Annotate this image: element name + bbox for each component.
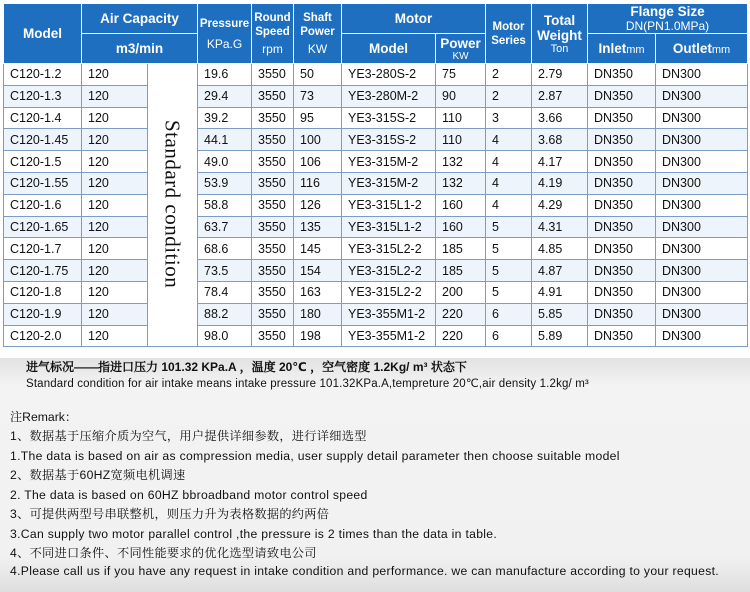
- cell-model: C120-1.3: [4, 85, 82, 107]
- cell-series: 4: [486, 194, 532, 216]
- cell-weight: 4.19: [532, 172, 588, 194]
- cell-shaft: 95: [294, 107, 342, 129]
- cell-motor-power: 110: [436, 129, 486, 151]
- remarks-title: 注Remark：: [10, 410, 78, 424]
- cell-speed: 3550: [252, 325, 294, 347]
- cell-air: 120: [82, 194, 148, 216]
- cell-model: C120-1.45: [4, 129, 82, 151]
- specification-table: [3, 3, 748, 347]
- cell-air: 120: [82, 260, 148, 282]
- cell-outlet: DN300: [656, 107, 748, 129]
- cell-air: 120: [82, 238, 148, 260]
- header-outlet: Outletmm: [656, 34, 748, 64]
- cell-series: 4: [486, 129, 532, 151]
- cell-motor-power: 90: [436, 85, 486, 107]
- header-motor-series: Motor Series: [486, 4, 532, 64]
- cell-motor-model: YE3-315L1-2: [342, 194, 436, 216]
- cell-speed: 3550: [252, 281, 294, 303]
- cell-shaft: 100: [294, 129, 342, 151]
- cell-shaft: 198: [294, 325, 342, 347]
- cell-weight: 2.87: [532, 85, 588, 107]
- table-row: [4, 216, 748, 238]
- remark-item: 4、不同进口条件、不同性能要求的优化选型请致电公司: [10, 546, 317, 560]
- cell-motor-model: YE3-315L2-2: [342, 238, 436, 260]
- cell-inlet: DN350: [588, 194, 656, 216]
- header-round-speed: Round Speed rpm: [252, 4, 294, 64]
- cell-weight: 4.85: [532, 238, 588, 260]
- cell-pressure: 88.2: [198, 303, 252, 325]
- cell-weight: 5.89: [532, 325, 588, 347]
- cell-series: 4: [486, 151, 532, 173]
- cell-inlet: DN350: [588, 238, 656, 260]
- cell-model: C120-1.4: [4, 107, 82, 129]
- cell-pressure: 73.5: [198, 260, 252, 282]
- remark-item: 2、数据基于60HZ宽频电机调速: [10, 468, 186, 482]
- cell-speed: 3550: [252, 64, 294, 86]
- cell-series: 5: [486, 260, 532, 282]
- cell-shaft: 126: [294, 194, 342, 216]
- header-motor: Motor: [342, 4, 486, 34]
- cell-shaft: 116: [294, 172, 342, 194]
- cell-model: C120-1.7: [4, 238, 82, 260]
- cell-motor-model: YE3-315M-2: [342, 172, 436, 194]
- cell-model: C120-1.75: [4, 260, 82, 282]
- header-flange-size: Flange Size DN(PN1.0MPa): [588, 4, 748, 34]
- cell-pressure: 58.8: [198, 194, 252, 216]
- cell-motor-model: YE3-355M1-2: [342, 325, 436, 347]
- cell-weight: 4.29: [532, 194, 588, 216]
- cell-speed: 3550: [252, 260, 294, 282]
- table-row: [4, 260, 748, 282]
- cell-inlet: DN350: [588, 281, 656, 303]
- cell-shaft: 106: [294, 151, 342, 173]
- header-inlet: Inletmm: [588, 34, 656, 64]
- table-row: [4, 303, 748, 325]
- cell-outlet: DN300: [656, 194, 748, 216]
- cell-model: C120-1.65: [4, 216, 82, 238]
- cell-series: 5: [486, 238, 532, 260]
- cell-inlet: DN350: [588, 260, 656, 282]
- cell-outlet: DN300: [656, 172, 748, 194]
- cell-motor-model: YE3-315L2-2: [342, 260, 436, 282]
- cell-air: 120: [82, 281, 148, 303]
- cell-motor-model: YE3-315M-2: [342, 151, 436, 173]
- cell-motor-power: 220: [436, 325, 486, 347]
- cell-model: C120-1.8: [4, 281, 82, 303]
- remark-item: 3、可提供两型号串联整机，则压力升为表格数据的约两倍: [10, 507, 330, 521]
- cell-series: 2: [486, 64, 532, 86]
- cell-motor-power: 132: [436, 172, 486, 194]
- remark-item: 2. The data is based on 60HZ bbroadband motor control speed: [10, 487, 368, 502]
- cell-motor-power: 160: [436, 194, 486, 216]
- cell-motor-model: YE3-315S-2: [342, 107, 436, 129]
- cell-outlet: DN300: [656, 281, 748, 303]
- table-header: [4, 4, 748, 64]
- table-row: [4, 107, 748, 129]
- cell-outlet: DN300: [656, 303, 748, 325]
- header-motor-power: Power KW: [436, 34, 486, 64]
- table-row: [4, 85, 748, 107]
- remark-item: 3.Can supply two motor parallel control ,the pressure is 2 times than the data in table.: [10, 526, 498, 541]
- cell-weight: 3.68: [532, 129, 588, 151]
- cell-motor-power: 110: [436, 107, 486, 129]
- remark-item: 1.The data is based on air as compression media, user supply detail parameter then choose suitable model: [10, 448, 620, 463]
- cell-speed: 3550: [252, 216, 294, 238]
- remarks-section: [10, 407, 740, 579]
- cell-motor-power: 132: [436, 151, 486, 173]
- cell-series: 3: [486, 107, 532, 129]
- cell-motor-power: 75: [436, 64, 486, 86]
- header-shaft-power: Shaft Power KW: [294, 4, 342, 64]
- cell-model: C120-1.9: [4, 303, 82, 325]
- cell-inlet: DN350: [588, 64, 656, 86]
- cell-pressure: 49.0: [198, 151, 252, 173]
- header-motor-model: Model: [342, 34, 436, 64]
- header-model: Model: [4, 4, 82, 64]
- cell-speed: 3550: [252, 151, 294, 173]
- cell-model: C120-2.0: [4, 325, 82, 347]
- cell-motor-model: YE3-355M1-2: [342, 303, 436, 325]
- cell-air: 120: [82, 64, 148, 86]
- cell-pressure: 39.2: [198, 107, 252, 129]
- cell-shaft: 180: [294, 303, 342, 325]
- table-row: [4, 281, 748, 303]
- cell-air: 120: [82, 216, 148, 238]
- cell-pressure: 63.7: [198, 216, 252, 238]
- cell-inlet: DN350: [588, 129, 656, 151]
- cell-pressure: 68.6: [198, 238, 252, 260]
- standard-condition-cell: [148, 64, 198, 347]
- remark-item: 1、数据基于压缩介质为空气，用户提供详细参数，进行详细选型: [10, 429, 367, 443]
- standard-condition-note-cn: 进气标况——指进口压力 101.32 KPa.A ，温度 20℃ ，空气密度 1.2Kg/ m³ 状态下: [26, 360, 467, 374]
- cell-shaft: 135: [294, 216, 342, 238]
- table-row: [4, 64, 748, 86]
- cell-model: C120-1.6: [4, 194, 82, 216]
- cell-speed: 3550: [252, 194, 294, 216]
- cell-series: 5: [486, 216, 532, 238]
- standard-condition-note-en: Standard condition for air intake means intake pressure 101.32KPa.A,tempreture 20℃,air density 1.2kg/ m³: [26, 378, 589, 390]
- cell-air: 120: [82, 172, 148, 194]
- cell-series: 5: [486, 281, 532, 303]
- cell-model: C120-1.55: [4, 172, 82, 194]
- table-row: [4, 129, 748, 151]
- header-air-capacity: Air Capacity: [82, 4, 198, 34]
- cell-motor-power: 185: [436, 260, 486, 282]
- cell-inlet: DN350: [588, 216, 656, 238]
- table-row: [4, 238, 748, 260]
- cell-inlet: DN350: [588, 172, 656, 194]
- cell-series: 4: [486, 172, 532, 194]
- cell-speed: 3550: [252, 129, 294, 151]
- cell-motor-power: 160: [436, 216, 486, 238]
- cell-outlet: DN300: [656, 85, 748, 107]
- cell-outlet: DN300: [656, 260, 748, 282]
- cell-inlet: DN350: [588, 325, 656, 347]
- cell-shaft: 145: [294, 238, 342, 260]
- cell-model: C120-1.5: [4, 151, 82, 173]
- cell-outlet: DN300: [656, 151, 748, 173]
- cell-motor-power: 185: [436, 238, 486, 260]
- cell-inlet: DN350: [588, 85, 656, 107]
- header-pressure: Pressure KPa.G: [198, 4, 252, 64]
- header-air-capacity-unit: m3/min: [82, 34, 198, 64]
- cell-speed: 3550: [252, 172, 294, 194]
- cell-motor-power: 220: [436, 303, 486, 325]
- cell-weight: 2.79: [532, 64, 588, 86]
- cell-shaft: 73: [294, 85, 342, 107]
- cell-weight: 4.31: [532, 216, 588, 238]
- cell-outlet: DN300: [656, 238, 748, 260]
- cell-series: 6: [486, 325, 532, 347]
- cell-motor-model: YE3-280M-2: [342, 85, 436, 107]
- cell-shaft: 154: [294, 260, 342, 282]
- cell-motor-model: YE3-315L1-2: [342, 216, 436, 238]
- cell-pressure: 98.0: [198, 325, 252, 347]
- cell-weight: 4.87: [532, 260, 588, 282]
- cell-inlet: DN350: [588, 151, 656, 173]
- cell-weight: 4.17: [532, 151, 588, 173]
- cell-series: 6: [486, 303, 532, 325]
- cell-series: 2: [486, 85, 532, 107]
- table-row: [4, 151, 748, 173]
- cell-inlet: DN350: [588, 107, 656, 129]
- cell-pressure: 53.9: [198, 172, 252, 194]
- cell-weight: 3.66: [532, 107, 588, 129]
- cell-inlet: DN350: [588, 303, 656, 325]
- cell-motor-model: YE3-280S-2: [342, 64, 436, 86]
- cell-weight: 5.85: [532, 303, 588, 325]
- cell-air: 120: [82, 303, 148, 325]
- cell-air: 120: [82, 129, 148, 151]
- cell-weight: 4.91: [532, 281, 588, 303]
- remark-item: 4.Please call us if you have any request in intake condition and performance. we can manufacture according to your request.: [10, 563, 719, 578]
- cell-outlet: DN300: [656, 216, 748, 238]
- cell-speed: 3550: [252, 85, 294, 107]
- cell-air: 120: [82, 107, 148, 129]
- cell-shaft: 50: [294, 64, 342, 86]
- cell-shaft: 163: [294, 281, 342, 303]
- cell-motor-power: 200: [436, 281, 486, 303]
- cell-outlet: DN300: [656, 325, 748, 347]
- standard-condition-label: Standard condition: [160, 119, 185, 288]
- cell-pressure: 44.1: [198, 129, 252, 151]
- table-row: [4, 194, 748, 216]
- cell-model: C120-1.2: [4, 64, 82, 86]
- cell-motor-model: YE3-315L2-2: [342, 281, 436, 303]
- cell-outlet: DN300: [656, 64, 748, 86]
- table-row: [4, 325, 748, 347]
- table-row: [4, 172, 748, 194]
- cell-pressure: 29.4: [198, 85, 252, 107]
- table-body: [4, 64, 748, 347]
- cell-speed: 3550: [252, 107, 294, 129]
- cell-motor-model: YE3-315S-2: [342, 129, 436, 151]
- cell-outlet: DN300: [656, 129, 748, 151]
- cell-pressure: 78.4: [198, 281, 252, 303]
- cell-air: 120: [82, 151, 148, 173]
- remarks-list: [10, 427, 740, 579]
- cell-pressure: 19.6: [198, 64, 252, 86]
- cell-air: 120: [82, 325, 148, 347]
- cell-air: 120: [82, 85, 148, 107]
- cell-speed: 3550: [252, 238, 294, 260]
- cell-speed: 3550: [252, 303, 294, 325]
- header-total-weight: Total Weight Ton: [532, 4, 588, 64]
